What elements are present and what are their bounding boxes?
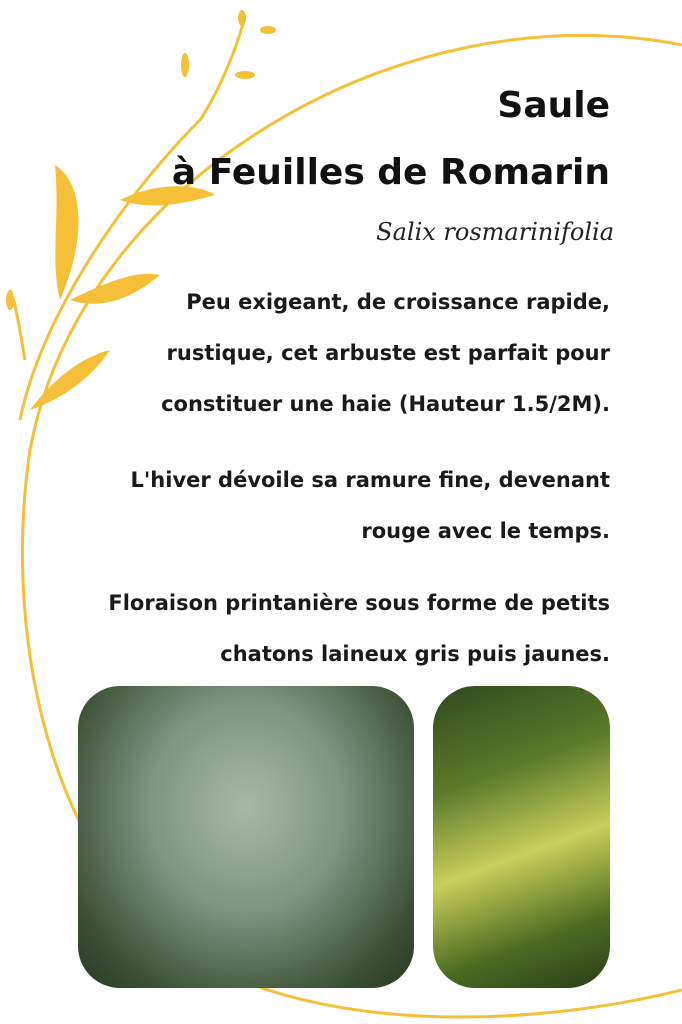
text-line: chatons laineux gris puis jaunes. <box>220 642 610 666</box>
description-paragraph-2 <box>130 455 610 557</box>
catkins-photo <box>433 686 610 988</box>
scientific-name: Salix rosmarinifolia <box>376 218 614 246</box>
text-line: rouge avec le temps. <box>361 519 610 543</box>
description-paragraph-3 <box>108 578 610 680</box>
text-line: constituer une haie (Hauteur 1.5/2M). <box>161 392 610 416</box>
description-paragraph-1 <box>161 277 610 430</box>
text-line: Peu exigeant, de croissance rapide, <box>186 290 610 314</box>
text-line: L'hiver dévoile sa ramure fine, devenant <box>130 468 610 492</box>
title-line-1: Saule <box>497 85 610 126</box>
shrub-photo <box>78 686 414 988</box>
text-line: Floraison printanière sous forme de petits <box>108 591 610 615</box>
title-line-2: à Feuilles de Romarin <box>171 152 610 193</box>
text-line: rustique, cet arbuste est parfait pour <box>166 341 610 365</box>
